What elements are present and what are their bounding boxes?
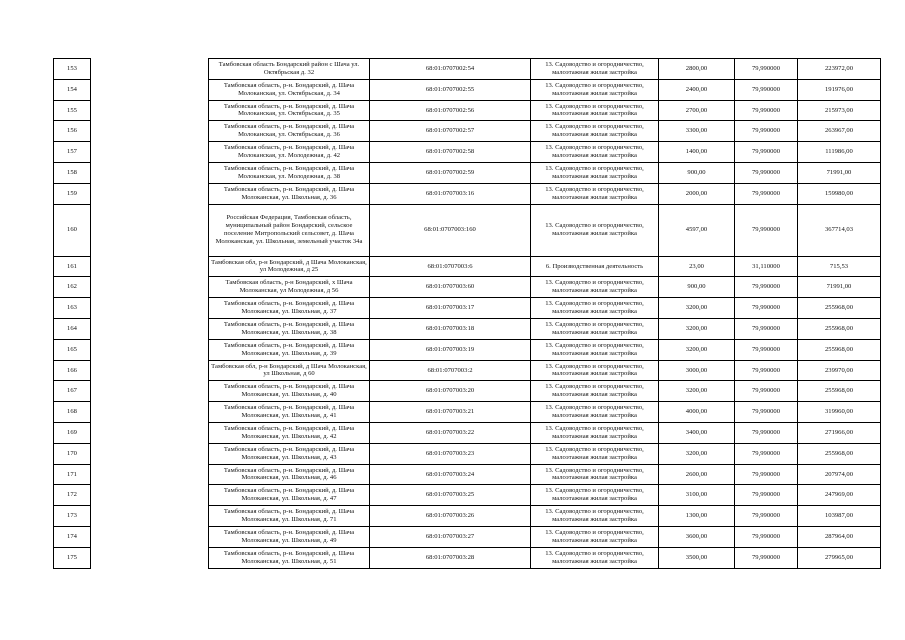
table-row: [54, 422, 881, 443]
address-cell: Тамбовская область, р-н. Бондарский, д. Шача Молоканская, ул. Школьная, д. 39: [209, 339, 370, 360]
row-number-cell: 161: [54, 256, 91, 277]
row-number-cell: 168: [54, 402, 91, 423]
table-row: [54, 256, 881, 277]
spacer-cell: [91, 59, 209, 80]
area-cell: 4000,00: [659, 402, 735, 423]
table-row: [54, 485, 881, 506]
cadastral-value-cell: 111986,00: [798, 142, 881, 163]
cadastral-number-cell: 68:01:0707002:59: [370, 162, 531, 183]
spacer-cell: [91, 547, 209, 568]
specific-value-cell: 79,990000: [735, 204, 798, 256]
row-number-cell: 174: [54, 526, 91, 547]
table-row: [54, 100, 881, 121]
cadastral-value-cell: 71991,00: [798, 162, 881, 183]
address-cell: Тамбовская область, р-н. Бондарский, д. Шача Молоканская, ул. Школьная, д. 41: [209, 402, 370, 423]
spacer-cell: [91, 443, 209, 464]
land-use-cell: 13. Садоводство и огородничество, малоэтажная жилая застройка: [531, 339, 659, 360]
cadastral-value-cell: 207974,00: [798, 464, 881, 485]
spacer-cell: [91, 422, 209, 443]
specific-value-cell: 79,990000: [735, 100, 798, 121]
address-cell: Тамбовская область, р-н. Бондарский, д. Шача Молоканская, ул. Школьная, д. 71: [209, 506, 370, 527]
spacer-cell: [91, 381, 209, 402]
spacer-cell: [91, 485, 209, 506]
address-cell: Тамбовская область, р-н. Бондарский, д. Шача Молоканская, ул. Октябрьская, д. 35: [209, 100, 370, 121]
land-use-cell: 13. Садоводство и огородничество, малоэтажная жилая застройка: [531, 360, 659, 381]
cadastral-number-cell: 68:01:0707002:57: [370, 121, 531, 142]
address-cell: Тамбовская область, р-н. Бондарский, д. Шача Молоканская, ул. Молодежная, д. 42: [209, 142, 370, 163]
address-cell: Тамбовская область, р-н. Бондарский, д. Шача Молоканская, ул. Школьная, д. 43: [209, 443, 370, 464]
spacer-cell: [91, 79, 209, 100]
row-number-cell: 169: [54, 422, 91, 443]
cadastral-value-cell: 71991,00: [798, 277, 881, 298]
specific-value-cell: 79,990000: [735, 402, 798, 423]
table-body: [54, 59, 881, 569]
cadastral-value-cell: 255968,00: [798, 339, 881, 360]
spacer-cell: [91, 204, 209, 256]
area-cell: 3100,00: [659, 485, 735, 506]
cadastral-number-cell: 68:01:0707003:22: [370, 422, 531, 443]
cadastral-number-cell: 68:01:0707003:60: [370, 277, 531, 298]
land-registry-table: [53, 58, 881, 569]
area-cell: 4597,00: [659, 204, 735, 256]
table-row: [54, 402, 881, 423]
spacer-cell: [91, 506, 209, 527]
land-use-cell: 13. Садоводство и огородничество, малоэтажная жилая застройка: [531, 547, 659, 568]
area-cell: 2600,00: [659, 464, 735, 485]
area-cell: 3000,00: [659, 360, 735, 381]
table-row: [54, 183, 881, 204]
cadastral-number-cell: 68:01:0707003:25: [370, 485, 531, 506]
specific-value-cell: 79,990000: [735, 59, 798, 80]
row-number-cell: 165: [54, 339, 91, 360]
address-cell: Тамбовская область, р-н. Бондарский, д. Шача Молоканская, ул. Школьная, д. 47: [209, 485, 370, 506]
address-cell: Тамбовская область, р-н. Бондарский, д. Шача Молоканская, ул. Октябрьская, д. 36: [209, 121, 370, 142]
address-cell: Тамбовская область, р-н. Бондарский, д. Шача Молоканская, ул. Школьная, д. 42: [209, 422, 370, 443]
cadastral-number-cell: 68:01:0707002:54: [370, 59, 531, 80]
cadastral-value-cell: 715,53: [798, 256, 881, 277]
land-use-cell: 13. Садоводство и огородничество, малоэтажная жилая застройка: [531, 142, 659, 163]
cadastral-number-cell: 68:01:0707003:26: [370, 506, 531, 527]
cadastral-value-cell: 319960,00: [798, 402, 881, 423]
spacer-cell: [91, 360, 209, 381]
spacer-cell: [91, 526, 209, 547]
area-cell: 2700,00: [659, 100, 735, 121]
land-use-cell: 13. Садоводство и огородничество, малоэтажная жилая застройка: [531, 402, 659, 423]
cadastral-value-cell: 103987,00: [798, 506, 881, 527]
address-cell: Тамбовская область, р-н Бондарский, х Шача Молоканская, ул Молодежная, д 56: [209, 277, 370, 298]
spacer-cell: [91, 162, 209, 183]
cadastral-number-cell: 68:01:0707003:6: [370, 256, 531, 277]
cadastral-value-cell: 191976,00: [798, 79, 881, 100]
specific-value-cell: 79,990000: [735, 381, 798, 402]
row-number-cell: 155: [54, 100, 91, 121]
area-cell: 2000,00: [659, 183, 735, 204]
table-row: [54, 204, 881, 256]
address-cell: Российская Федерация, Тамбовская область, муниципальный район Бондарский, сельское поселение Митропольский сельсовет, д. Шача Молоканская, ул. Школьная, земельный участок 34а: [209, 204, 370, 256]
area-cell: 3300,00: [659, 121, 735, 142]
specific-value-cell: 79,990000: [735, 121, 798, 142]
cadastral-value-cell: 247969,00: [798, 485, 881, 506]
row-number-cell: 167: [54, 381, 91, 402]
area-cell: 2400,00: [659, 79, 735, 100]
row-number-cell: 162: [54, 277, 91, 298]
spacer-cell: [91, 256, 209, 277]
address-cell: Тамбовская область, р-н. Бондарский, д. Шача Молоканская, ул. Школьная, д. 40: [209, 381, 370, 402]
land-use-cell: 13. Садоводство и огородничество, малоэтажная жилая застройка: [531, 183, 659, 204]
area-cell: 3200,00: [659, 443, 735, 464]
table-row: [54, 506, 881, 527]
cadastral-number-cell: 68:01:0707002:58: [370, 142, 531, 163]
row-number-cell: 166: [54, 360, 91, 381]
cadastral-value-cell: 239970,00: [798, 360, 881, 381]
cadastral-number-cell: 68:01:0707003:27: [370, 526, 531, 547]
row-number-cell: 170: [54, 443, 91, 464]
cadastral-number-cell: 68:01:0707003:24: [370, 464, 531, 485]
area-cell: 2800,00: [659, 59, 735, 80]
table-row: [54, 443, 881, 464]
area-cell: 900,00: [659, 162, 735, 183]
address-cell: Тамбовская область Бондарский район с Шача ул. Октябрьская д. 32: [209, 59, 370, 80]
land-use-cell: 13. Садоводство и огородничество, малоэтажная жилая застройка: [531, 506, 659, 527]
cadastral-number-cell: 68:01:0707002:55: [370, 79, 531, 100]
table-row: [54, 464, 881, 485]
land-use-cell: 13. Садоводство и огородничество, малоэтажная жилая застройка: [531, 298, 659, 319]
table-row: [54, 547, 881, 568]
address-cell: Тамбовская область, р-н. Бондарский, д. Шача Молоканская, ул. Школьная, д. 38: [209, 318, 370, 339]
specific-value-cell: 79,990000: [735, 422, 798, 443]
specific-value-cell: 79,990000: [735, 162, 798, 183]
area-cell: 3200,00: [659, 298, 735, 319]
spacer-cell: [91, 142, 209, 163]
cadastral-number-cell: 68:01:0707003:18: [370, 318, 531, 339]
land-use-cell: 6. Производственная деятельность: [531, 256, 659, 277]
specific-value-cell: 79,990000: [735, 547, 798, 568]
cadastral-number-cell: 68:01:0707003:19: [370, 339, 531, 360]
spacer-cell: [91, 277, 209, 298]
row-number-cell: 172: [54, 485, 91, 506]
row-number-cell: 175: [54, 547, 91, 568]
address-cell: Тамбовская область, р-н. Бондарский, д. Шача Молоканская, ул. Школьная, д. 36: [209, 183, 370, 204]
table-row: [54, 339, 881, 360]
specific-value-cell: 79,990000: [735, 485, 798, 506]
land-use-cell: 13. Садоводство и огородничество, малоэтажная жилая застройка: [531, 443, 659, 464]
row-number-cell: 160: [54, 204, 91, 256]
row-number-cell: 156: [54, 121, 91, 142]
table-row: [54, 121, 881, 142]
area-cell: 900,00: [659, 277, 735, 298]
table-row: [54, 162, 881, 183]
address-cell: Тамбовская область, р-н. Бондарский, д. Шача Молоканская, ул. Октябрьская, д. 34: [209, 79, 370, 100]
table-row: [54, 142, 881, 163]
row-number-cell: 163: [54, 298, 91, 319]
specific-value-cell: 79,990000: [735, 360, 798, 381]
table-row: [54, 59, 881, 80]
address-cell: Тамбовская область, р-н. Бондарский, д. Шача Молоканская, ул. Школьная, д. 51: [209, 547, 370, 568]
cadastral-number-cell: 68:01:0707003:21: [370, 402, 531, 423]
cadastral-number-cell: 68:01:0707003:16: [370, 183, 531, 204]
area-cell: 3200,00: [659, 339, 735, 360]
row-number-cell: 154: [54, 79, 91, 100]
land-use-cell: 13. Садоводство и огородничество, малоэтажная жилая застройка: [531, 79, 659, 100]
address-cell: Тамбовская область, р-н. Бондарский, д. Шача Молоканская, ул. Школьная, д. 46: [209, 464, 370, 485]
land-use-cell: 13. Садоводство и огородничество, малоэтажная жилая застройка: [531, 277, 659, 298]
specific-value-cell: 79,990000: [735, 443, 798, 464]
table-row: [54, 318, 881, 339]
area-cell: 1300,00: [659, 506, 735, 527]
cadastral-value-cell: 367714,03: [798, 204, 881, 256]
area-cell: 3200,00: [659, 381, 735, 402]
table-row: [54, 298, 881, 319]
land-use-cell: 13. Садоводство и огородничество, малоэтажная жилая застройка: [531, 464, 659, 485]
area-cell: 1400,00: [659, 142, 735, 163]
row-number-cell: 171: [54, 464, 91, 485]
specific-value-cell: 79,990000: [735, 142, 798, 163]
spacer-cell: [91, 339, 209, 360]
cadastral-value-cell: 223972,00: [798, 59, 881, 80]
row-number-cell: 173: [54, 506, 91, 527]
table-row: [54, 381, 881, 402]
row-number-cell: 158: [54, 162, 91, 183]
specific-value-cell: 79,990000: [735, 277, 798, 298]
address-cell: Тамбовская обл, р-н Бондарский, д Шача Молоканская, ул Школьная, д 60: [209, 360, 370, 381]
land-use-cell: 13. Садоводство и огородничество, малоэтажная жилая застройка: [531, 381, 659, 402]
land-use-cell: 13. Садоводство и огородничество, малоэтажная жилая застройка: [531, 526, 659, 547]
cadastral-number-cell: 68:01:0707003:23: [370, 443, 531, 464]
specific-value-cell: 79,990000: [735, 183, 798, 204]
cadastral-value-cell: 215973,00: [798, 100, 881, 121]
specific-value-cell: 79,990000: [735, 526, 798, 547]
specific-value-cell: 79,990000: [735, 318, 798, 339]
spacer-cell: [91, 464, 209, 485]
cadastral-number-cell: 68:01:0707003:17: [370, 298, 531, 319]
cadastral-number-cell: 68:01:0707003:2: [370, 360, 531, 381]
spacer-cell: [91, 318, 209, 339]
specific-value-cell: 79,990000: [735, 506, 798, 527]
cadastral-value-cell: 159980,00: [798, 183, 881, 204]
row-number-cell: 159: [54, 183, 91, 204]
specific-value-cell: 79,990000: [735, 339, 798, 360]
table-row: [54, 526, 881, 547]
land-use-cell: 13. Садоводство и огородничество, малоэтажная жилая застройка: [531, 59, 659, 80]
address-cell: Тамбовская область, р-н. Бондарский, д. Шача Молоканская, ул. Молодежная, д. 38: [209, 162, 370, 183]
address-cell: Тамбовская область, р-н. Бондарский, д. Шача Молоканская, ул. Школьная, д. 49: [209, 526, 370, 547]
address-cell: Тамбовская область, р-н. Бондарский, д. Шача Молоканская, ул. Школьная, д. 37: [209, 298, 370, 319]
spacer-cell: [91, 402, 209, 423]
cadastral-value-cell: 263967,00: [798, 121, 881, 142]
cadastral-value-cell: 255968,00: [798, 381, 881, 402]
cadastral-number-cell: 68:01:0707003:28: [370, 547, 531, 568]
spacer-cell: [91, 298, 209, 319]
row-number-cell: 164: [54, 318, 91, 339]
cadastral-number-cell: 68:01:0707002:56: [370, 100, 531, 121]
spacer-cell: [91, 183, 209, 204]
land-use-cell: 13. Садоводство и огородничество, малоэтажная жилая застройка: [531, 121, 659, 142]
land-use-cell: 13. Садоводство и огородничество, малоэтажная жилая застройка: [531, 318, 659, 339]
cadastral-value-cell: 279965,00: [798, 547, 881, 568]
cadastral-value-cell: 287964,00: [798, 526, 881, 547]
cadastral-value-cell: 255968,00: [798, 298, 881, 319]
land-use-cell: 13. Садоводство и огородничество, малоэтажная жилая застройка: [531, 162, 659, 183]
cadastral-value-cell: 255968,00: [798, 318, 881, 339]
row-number-cell: 153: [54, 59, 91, 80]
spacer-cell: [91, 100, 209, 121]
specific-value-cell: 79,990000: [735, 298, 798, 319]
cadastral-number-cell: 68:01:0707003:20: [370, 381, 531, 402]
table-row: [54, 79, 881, 100]
row-number-cell: 157: [54, 142, 91, 163]
specific-value-cell: 31,110000: [735, 256, 798, 277]
cadastral-value-cell: 255968,00: [798, 443, 881, 464]
cadastral-value-cell: 271966,00: [798, 422, 881, 443]
cadastral-number-cell: 68:01:0707003:160: [370, 204, 531, 256]
specific-value-cell: 79,990000: [735, 79, 798, 100]
area-cell: 3500,00: [659, 547, 735, 568]
area-cell: 3200,00: [659, 318, 735, 339]
table-row: [54, 277, 881, 298]
area-cell: 3400,00: [659, 422, 735, 443]
address-cell: Тамбовская обл, р-н Бондарский, д Шача Молоканская, ул Молодежная, д 25: [209, 256, 370, 277]
table-row: [54, 360, 881, 381]
specific-value-cell: 79,990000: [735, 464, 798, 485]
land-use-cell: 13. Садоводство и огородничество, малоэтажная жилая застройка: [531, 204, 659, 256]
area-cell: 3600,00: [659, 526, 735, 547]
land-use-cell: 13. Садоводство и огородничество, малоэтажная жилая застройка: [531, 100, 659, 121]
land-use-cell: 13. Садоводство и огородничество, малоэтажная жилая застройка: [531, 485, 659, 506]
spacer-cell: [91, 121, 209, 142]
land-use-cell: 13. Садоводство и огородничество, малоэтажная жилая застройка: [531, 422, 659, 443]
area-cell: 23,00: [659, 256, 735, 277]
